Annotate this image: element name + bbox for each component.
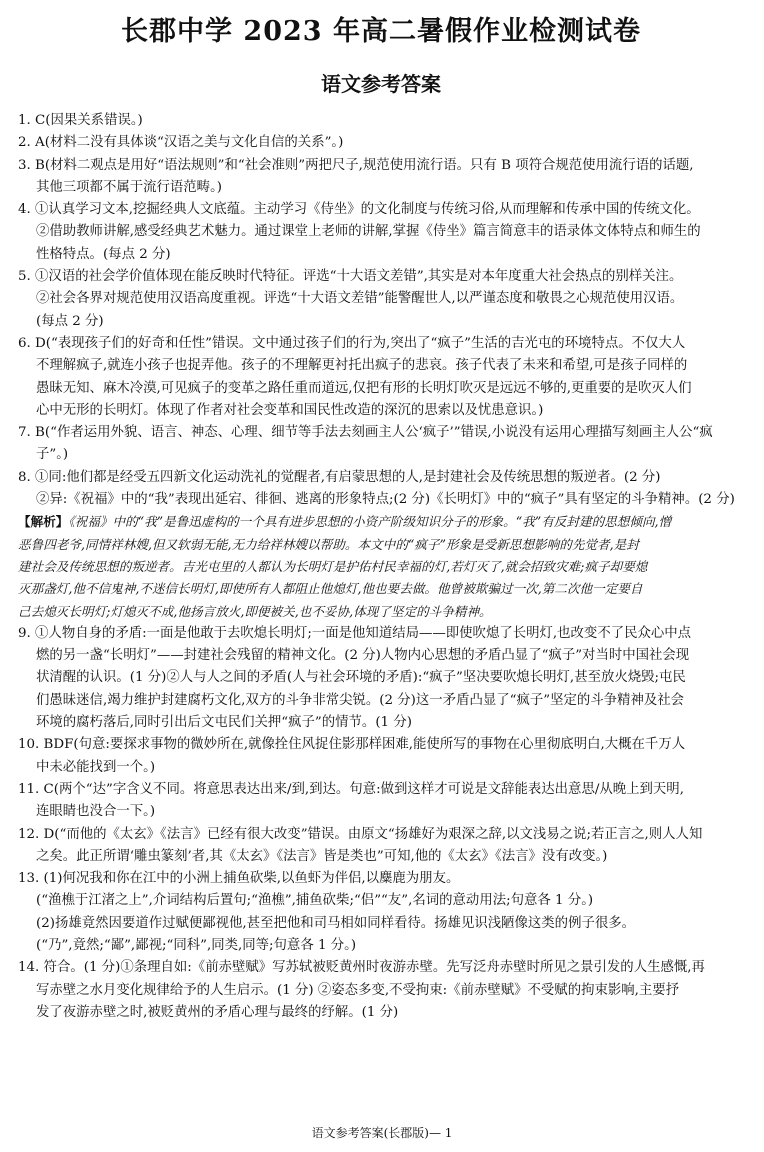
answer-line: 之矣。此正所谓‘雕虫篆刻’者,其《太玄》《法言》皆是类也”可知,他的《太玄》《法言》没有改变。)	[36, 848, 608, 864]
answer-line: (每点 2 分)	[36, 313, 104, 329]
answer-line: 11. C(两个“达”字含义不同。将意思表达出来/到,到达。句意:做到这样才可说是文辞能表达出意思/从晚上到天明,	[18, 781, 684, 797]
page-footer: 语文参考答案(长郡版)— 1	[311, 1126, 453, 1140]
answer-line: 状清醒的认识。(1 分)②人与人之间的矛盾(人与社会环境的矛盾):“疯子”坚决要吹熄长明灯,甚至放火烧毁;屯民	[36, 670, 686, 686]
answer-line: 中未必能找到一个。)	[36, 759, 156, 775]
answer-item-1	[18, 110, 744, 132]
answer-item-12	[18, 824, 744, 869]
answer-item-7	[18, 422, 744, 467]
answer-line: 12. D(“而他的《太玄》《法言》已经有很大改变”错误。由原文“扬雄好为艰深之辞,以文浅易之说;若正言之,则人人知	[18, 826, 703, 842]
answer-line: 10. BDF(句意:要探求事物的微妙所在,就像拴住风捉住影那样困难,能使所写的事物在心里彻底明白,大概在千万人	[18, 737, 686, 753]
answer-item-11	[18, 779, 744, 824]
answer-list-2	[18, 623, 744, 1024]
answer-line: ②异:《祝福》中的“我”表现出延宕、徘徊、逃离的形象特点;(2 分)《长明灯》中的“疯子”具有坚定的斗争精神。(2 分)	[36, 492, 735, 508]
page-title: 长郡中学 2023 年高二暑假作业检测试卷	[121, 16, 641, 47]
analysis-line: 己去熄灭长明灯;灯熄灭不成,他扬言放火,即便被关,也不妥协,体现了坚定的斗争精神。	[18, 603, 492, 619]
answers-body	[18, 110, 744, 1024]
answer-item-9	[18, 623, 744, 734]
answer-line: (2)扬雄竟然因要道作过赋便鄙视他,甚至把他和司马相如同样看待。扬雄见识浅陋像这类的例子很多。	[36, 915, 636, 931]
answer-line: 发了夜游赤壁之时,被贬黄州的矛盾心理与最终的纾解。(1 分)	[36, 1004, 399, 1020]
answer-line: 6. D(“表现孩子们的好奇和任性”错误。文中通过孩子们的行为,突出了“疯子”生活的吉光屯的环境特点。不仅大人	[18, 335, 686, 351]
answer-line: 2. A(材料二没有具体谈“汉语之美与文化自信的关系”。)	[18, 135, 344, 151]
answer-line: 其他三项都不属于流行语范畴。)	[36, 179, 222, 195]
answer-item-10	[18, 734, 744, 779]
answer-line: ②借助教师讲解,感受经典艺术魅力。通过课堂上老师的讲解,掌握《侍坐》篇言简意丰的语录体文体特点和师生的	[36, 224, 701, 240]
answer-line: 愚昧无知、麻木冷漠,可见疯子的变革之路任重而道远,仅把有形的长明灯吹灭是远远不够的,更重要的是吹灭人们	[36, 380, 692, 396]
answer-item-14	[18, 957, 744, 1024]
answer-item-3	[18, 155, 744, 200]
answer-item-4	[18, 199, 744, 266]
answer-line: 子”。)	[36, 447, 69, 463]
answer-line: 燃的另一盏“长明灯”——封建社会残留的精神文化。(2 分)人物内心思想的矛盾凸显了“疯子”对当时中国社会现	[36, 648, 690, 664]
answer-line: 5. ①汉语的社会学价值体现在能反映时代特征。评选“十大语文差错”,其实是对本年度重大社会热点的别样关注。	[18, 269, 683, 285]
answer-line: 连眼睛也没合一下。)	[36, 804, 156, 820]
answer-line: 9. ①人物自身的矛盾:一面是他敢于去吹熄长明灯;一面是他知道结局——即使吹熄了长明灯,也改变不了民众心中点	[18, 625, 692, 641]
answer-line: 不理解疯子,就连小孩子也捉弄他。孩子的不理解更衬托出疯子的悲哀。孩子代表了未来和希望,可是孩子同样的	[36, 358, 688, 374]
answer-line: (“渔樵于江渚之上”,介词结构后置句;“渔樵”,捕鱼砍柴;“侣”“友”,名词的意动用法;句意各 1 分。)	[36, 893, 594, 909]
answer-line: 写赤壁之水月变化规律给予的人生启示。(1 分) ②姿态多变,不受拘束:《前赤壁赋》不受赋的拘束影响,主要抒	[36, 982, 680, 998]
answer-line: 4. ①认真学习文本,挖掘经典人文底蕴。主动学习《侍坐》的文化制度与传统习俗,从而理解和传承中国的传统文化。	[18, 202, 700, 218]
answer-item-5	[18, 266, 744, 333]
analysis-line: 灭那盏灯,他不信鬼神,不迷信长明灯,即使所有人都阻止他熄灯,他也要去做。他曾被欺骗过一次,第二次他一定要自	[18, 581, 643, 597]
answer-item-2	[18, 132, 744, 154]
page-subtitle: 语文参考答案	[321, 72, 441, 96]
answer-line: 14. 符合。(1 分)①条理自如:《前赤壁赋》写苏轼被贬黄州时夜游赤壁。先写泛舟赤壁时所见之景引发的人生感慨,再	[18, 960, 705, 976]
analysis-line: 建社会及传统思想的叛逆者。吉光屯里的人都认为长明灯是护佑村民幸福的灯,若灯灭了,就会招致灾难;疯子却要熄	[18, 558, 648, 574]
answer-line: 13. (1)何况我和你在江中的小洲上捕鱼砍柴,以鱼虾为伴侣,以麋鹿为朋友。	[18, 871, 460, 887]
answer-line: 心中无形的长明灯。体现了作者对社会变革和国民性改造的深沉的思索以及忧患意识。)	[36, 402, 544, 418]
answer-list-1	[18, 110, 744, 511]
answer-line: 8. ①同:他们都是经受五四新文化运动洗礼的觉醒者,有启蒙思想的人,是封建社会及传统思想的叛逆者。(2 分)	[18, 469, 661, 485]
answer-line: 3. B(材料二观点是用好“语法规则”和“社会准则”两把尺子,规范使用流行语。只有 B 项符合规范使用流行语的话题,	[18, 157, 694, 173]
analysis-tag: 【解析】	[18, 514, 69, 530]
answer-item-13	[18, 868, 744, 957]
answer-item-8	[18, 467, 744, 512]
answer-line: 性格特点。(每点 2 分)	[36, 246, 171, 262]
answer-item-6	[18, 333, 744, 422]
analysis-line: 《祝福》中的“我”是鲁迅虚构的一个具有进步思想的小资产阶级知识分子的形象。“我”有反封建的思想倾向,憎	[68, 514, 672, 530]
answer-line: ②社会各界对规范使用汉语高度重视。评选“十大语文差错”能警醒世人,以严谨态度和敬畏之心规范使用汉语。	[36, 291, 684, 307]
answer-line: (“乃”,竟然;“鄙”,鄙视;“同科”,同类,同等;句意各 1 分。)	[36, 937, 357, 953]
analysis-line: 恶鲁四老爷,同情祥林嫂,但又软弱无能,无力给祥林嫂以帮助。本文中的“疯子”形象是受新思想影响的先觉者,是封	[18, 536, 639, 552]
analysis-block	[18, 511, 744, 622]
answer-line: 环境的腐朽落后,同时引出后文屯民们关押“疯子”的情节。(1 分)	[36, 715, 412, 731]
answer-line: 7. B(“作者运用外貌、语言、神态、心理、细节等手法去刻画主人公‘疯子’”错误,小说没有运用心理描写刻画主人公“疯	[18, 425, 713, 441]
answer-line: 1. C(因果关系错误。)	[18, 113, 143, 128]
answer-line: 们愚昧迷信,竭力维护封建腐朽文化,双方的斗争非常尖锐。(2 分)这一矛盾凸显了“疯子”坚定的斗争精神及社会	[36, 692, 685, 708]
